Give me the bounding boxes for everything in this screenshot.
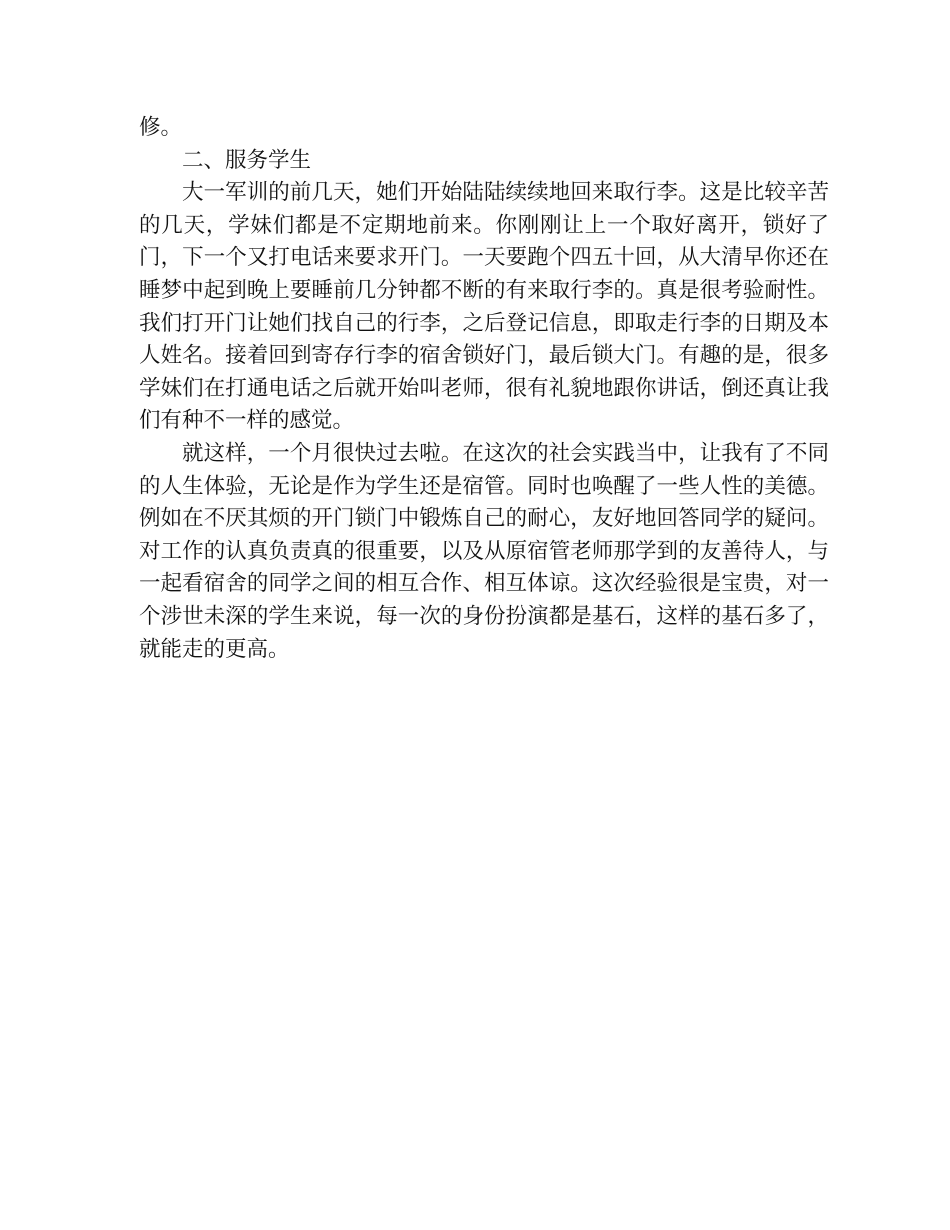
section-heading: 二、服务学生 [182, 147, 312, 173]
document-body [139, 112, 829, 666]
paragraph-continuation: 修。 [139, 115, 183, 140]
paragraph-conclusion: 就这样，一个月很快过去啦。在这次的社会实践当中，让我有了不同的人生体验，无论是作为学生还是宿管。同时也唤醒了一些人性的美德。例如在不厌其烦的开门锁门中锻炼自己的耐心，友好地回答同学的疑问。对工作的认真负责真的很重要，以及从原宿管老师那学到的友善待人，与一起看宿舍的同学之间的相互合作、相互体谅。这次经验很是宝贵，对一个涉世未深的学生来说，每一次的身份扮演都是基石，这样的基石多了，就能走的更高。 [139, 440, 829, 662]
paragraph-serving-students: 大一军训的前几天，她们开始陆陆续续地回来取行李。这是比较辛苦的几天，学妹们都是不定期地前来。你刚刚让上一个取好离开，锁好了门，下一个又打电话来要求开门。一天要跑个四五十回，从大清早你还在睡梦中起到晚上要睡前几分钟都不断的有来取行李的。真是很考验耐性。我们打开门让她们找自己的行李，之后登记信息，即取走行李的日期及本人姓名。接着回到寄存行李的宿舍锁好门，最后锁大门。有趣的是，很多学妹们在打通电话之后就开始叫老师，很有礼貌地跟你讲话，倒还真让我们有种不一样的感觉。 [139, 180, 829, 434]
